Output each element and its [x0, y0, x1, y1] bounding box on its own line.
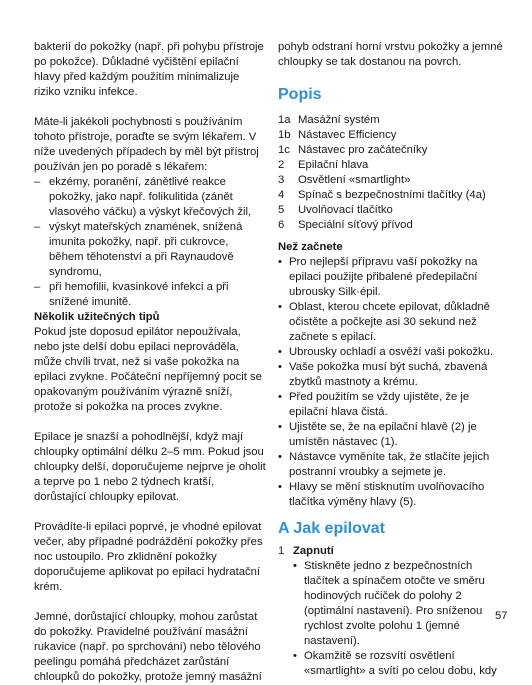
list-item [278, 158, 510, 173]
list-item [278, 203, 510, 218]
list-item [278, 143, 510, 158]
step-switch-on [278, 544, 510, 679]
section-heading-popis: Popis [278, 86, 322, 103]
paragraph-infection-risk: bakterií do pokožky (např. při pohybu přístroje po pokožce). Důkladné vyčištění epilační hlavy před každým použitím minimalizuje riziko vzniku infekce. [34, 41, 264, 98]
list-item: – při hemofilii, kvasinkové infekci a při snížené imunitě. [34, 280, 266, 310]
paragraph-ingrown-hair: Jemné, dorůstající chloupky, mohou zarůstat do pokožky. Pravidelné používání masážní rukavice (např. po sprchování) nebo tělového peelingu pomáhá předcházet zarůstání chloupků do pokožky, protože jemný masážní [34, 611, 262, 683]
step-list [293, 559, 510, 679]
list-item: • Pro nejlepší přípravu vaší pokožky na epilaci použijte přibalené předepilační ubrousky Silk·épil. [278, 255, 510, 300]
list-item: • Hlavy se mění stisknutím uvolňovacího tlačítka výměny hlavy (5). [278, 480, 510, 510]
paragraph-hair-length: Epilace je snazší a pohodlnější, když mají chloupky optimální délku 2–5 mm. Pokud jsou chloupky delší, doporučujeme nejprve je oholit a teprve po 1 nebo 2 týdnech kratší, dorůstající chloupky epilovat. [34, 431, 266, 503]
part-number: 1a [278, 114, 291, 126]
part-label: Speciální síťový přívod [298, 219, 413, 231]
list-item: • Ubrousky ochladí a osvěží vaši pokožku. [278, 345, 510, 360]
parts-list [278, 113, 510, 233]
list-item: • Oblast, kterou chcete epilovat, důkladně očistěte a počkejte asi 30 sekund než začnete s epilací. [278, 300, 510, 345]
tips-heading: Několik užitečných tipů [34, 311, 160, 323]
part-number: 6 [278, 219, 285, 231]
list-item [278, 113, 510, 128]
left-column [34, 40, 266, 685]
paragraph-first-use: Pokud jste doposud epilátor nepoužívala, nebo jste delší dobu epilaci neprováděla, může chvíli trvat, než si vaše pokožka na epilaci zvykne. Počáteční nepříjemný pocit se opakovaným používáním výrazně sníží, protože si pokožka na proces zvykne. [34, 326, 262, 413]
list-item: • Před použitím se vždy ujistěte, že je epilační hlava čistá. [278, 390, 510, 420]
paragraph-consult-doctor: Máte-li jakékoli pochybnosti s používáním tohoto přístroje, poraďte se svým lékařem. V níže uvedených případech by měl být přístroj používán jen po poradě s lékařem: [34, 116, 259, 173]
part-label: Uvolňovací tlačítko [298, 204, 393, 216]
step-number: 1 [278, 545, 285, 557]
before-heading: Než začnete [278, 241, 343, 253]
part-number: 2 [278, 159, 285, 171]
part-label: Nástavec pro začátečníky [298, 144, 428, 156]
part-label: Spínač s bezpečnostními tlačítky (4a) [298, 189, 486, 201]
part-label: Nástavec Efficiency [298, 129, 397, 141]
right-column [278, 40, 510, 679]
page-number: 57 [495, 610, 508, 622]
paragraph-evening: Provádíte-li epilaci poprvé, je vhodné epilovat večer, aby případné podráždění pokožky přes noc ustoupilo. Pro zklidnění pokožky doporučujeme aplikovat po epilaci hydratační krém. [34, 521, 263, 593]
list-item [278, 128, 510, 143]
step-title: Zapnutí [293, 545, 334, 557]
part-label: Masážní systém [298, 114, 380, 126]
paragraph-continuation: pohyb odstraní horní vrstvu pokožky a jemné chloupky se tak dostanou na povrch. [278, 41, 503, 68]
part-number: 4 [278, 189, 285, 201]
part-number: 5 [278, 204, 285, 216]
part-label: Osvětlení «smartlight» [298, 174, 411, 186]
list-item: • Nástavce vyměníte tak, že stlačíte jejich postranní vroubky a sejmete je. [278, 450, 510, 480]
part-number: 1c [278, 144, 290, 156]
list-item: • Vaše pokožka musí být suchá, zbavená zbytků mastnoty a krému. [278, 360, 510, 390]
part-number: 3 [278, 174, 285, 186]
list-item: • Ujistěte se, že na epilační hlavě (2) je umístěn nástavec (1). [278, 420, 510, 450]
list-item: – ekzémy, poranění, zánětlivé reakce pokožky, jako např. folikulitida (zánět vlasového váčku) a výskyt křečových žil, [34, 175, 266, 220]
list-item: • Okamžitě se rozsvítí osvětlení «smartlight» a svítí po celou dobu, kdy [293, 649, 510, 679]
before-list [278, 255, 510, 510]
list-item: • Stiskněte jedno z bezpečnostních tlačítek a spínačem otočte ve směru hodinových ručiček do polohy 2 (optimální nastavení). Pro sníženou rychlost zvolte polohu 1 (jemné nastavení). [293, 559, 510, 649]
section-heading-jak-epilovat: A Jak epilovat [278, 520, 386, 537]
list-item [278, 218, 510, 233]
conditions-list [34, 175, 266, 310]
list-item [278, 173, 510, 188]
part-label: Epilační hlava [298, 159, 369, 171]
part-number: 1b [278, 129, 291, 141]
list-item [278, 188, 510, 203]
list-item: – výskyt mateřských znamének, snížená imunita pokožky, např. při cukrovce, během těhotenství a při Raynaudově syndromu, [34, 220, 266, 280]
step-body [293, 544, 510, 679]
